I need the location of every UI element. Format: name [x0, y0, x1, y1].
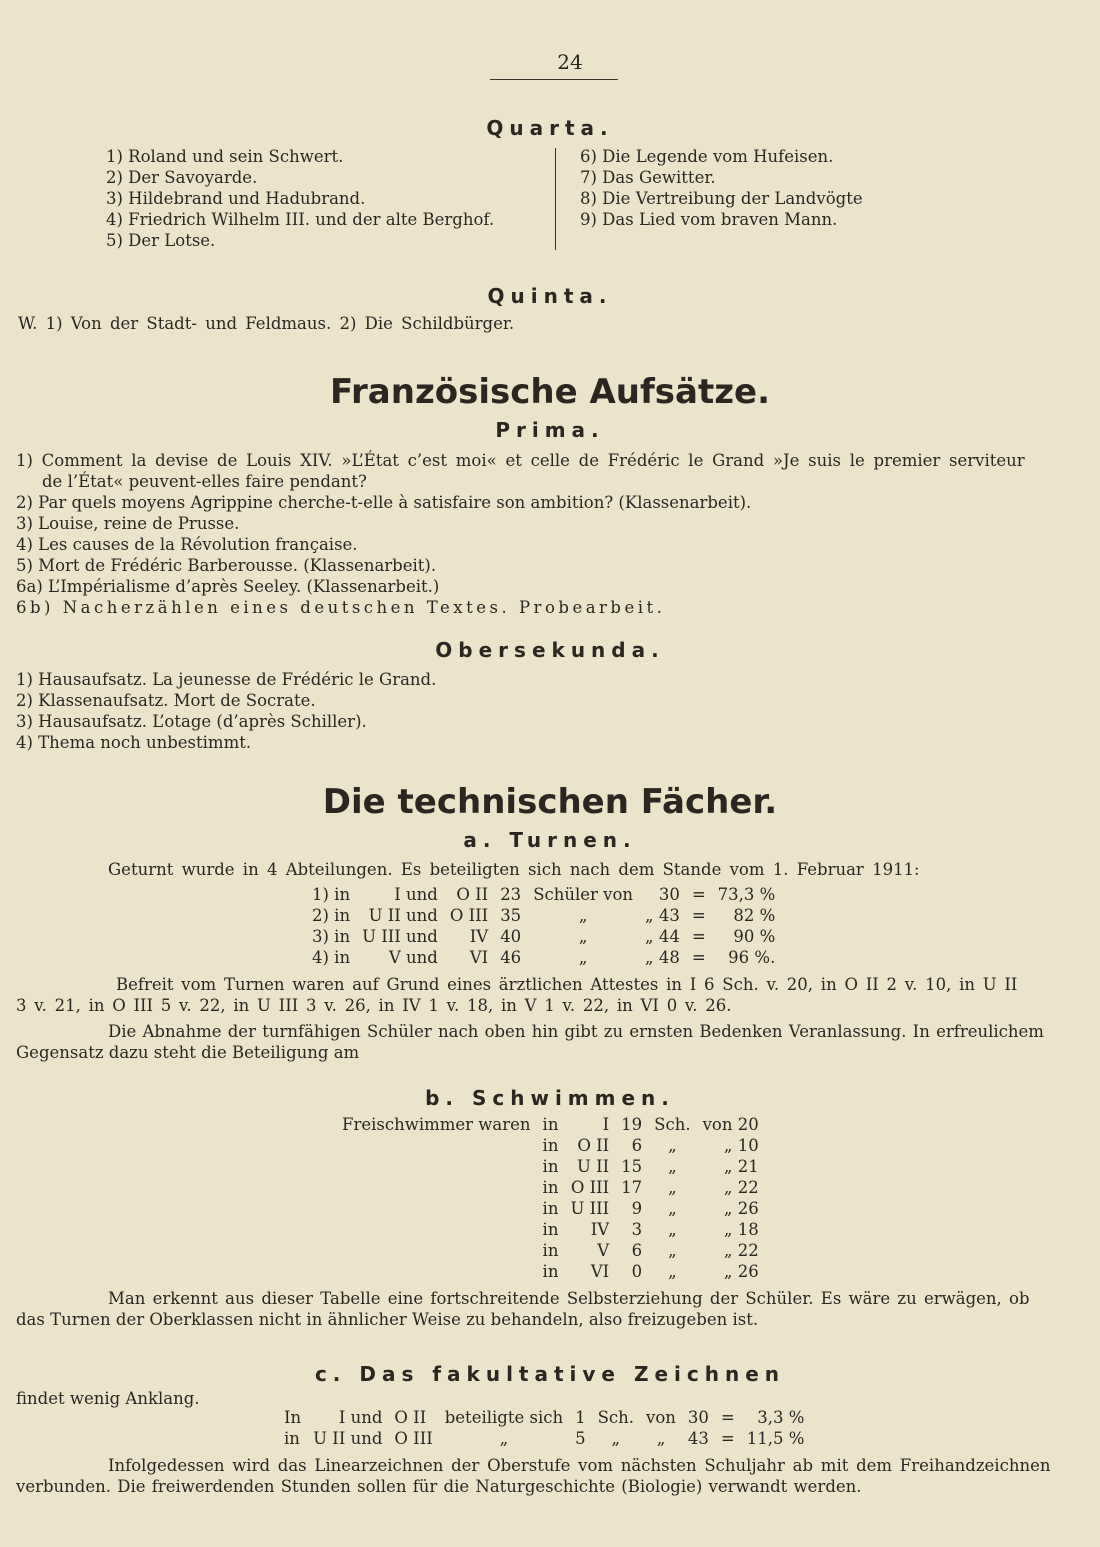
table-cell: „ 22 [723, 1178, 759, 1197]
table-cell: Freischwimmer waren [342, 1115, 531, 1134]
table-cell: „ [668, 1136, 677, 1155]
table-cell: Schüler von [533, 885, 634, 904]
table-cell: 6 [631, 1241, 643, 1260]
table-cell: 35 [500, 906, 522, 925]
table-cell: = [720, 1429, 735, 1448]
table-cell: 90 % [733, 927, 776, 946]
table-cell: „ [578, 906, 588, 925]
table-cell: U III [570, 1199, 610, 1218]
table-cell: O II [577, 1136, 610, 1155]
table-cell: „ 21 [723, 1157, 759, 1176]
table-cell [336, 1219, 537, 1240]
table-cell: In [284, 1408, 302, 1427]
page-number-rule [490, 79, 618, 80]
table-cell: 46 [500, 948, 522, 967]
table-cell: 82 % [733, 906, 776, 925]
table-cell: in [542, 1136, 559, 1155]
prima-item: 3) Louise, reine de Prusse. [16, 514, 240, 533]
table-cell: IV [590, 1220, 610, 1239]
table-cell: „ 43 [645, 906, 680, 925]
quarta-item: 9) Das Lied vom braven Mann. [580, 210, 838, 229]
table-cell: 1) in [312, 885, 351, 904]
table-cell: 5 [575, 1429, 586, 1448]
obersekunda-heading: Obersekunda. [435, 638, 665, 662]
table-cell: 19 [621, 1115, 643, 1134]
table-cell: 11,5 % [746, 1429, 805, 1448]
table-cell: „ [499, 1429, 509, 1448]
table-row [306, 947, 781, 968]
table-cell: in [542, 1157, 559, 1176]
table-cell: „ [668, 1241, 677, 1260]
table-cell: 1 [575, 1408, 586, 1427]
table-row [336, 1261, 765, 1282]
table-cell: „ 26 [723, 1199, 759, 1218]
quarta-item: 1) Roland und sein Schwert. [106, 147, 344, 166]
quinta-heading: Quinta. [487, 284, 613, 308]
table-cell: = [691, 885, 706, 904]
table-cell: = [691, 948, 706, 967]
table-cell: 3) in [312, 927, 351, 946]
table-cell: = [691, 906, 706, 925]
quarta-item: 8) Die Vertreibung der Landvögte [580, 189, 863, 208]
table-cell: V [597, 1241, 610, 1260]
zeichnen-text: Infolgedessen wird das Linearzeichnen der Oberstufe vom nächsten Schuljahr ab mit dem Freihandzeichnen [108, 1456, 1051, 1475]
befreit-text: Befreit vom Turnen waren auf Grund eines ärztlichen Attestes in I 6 Sch. v. 20, in O II 2 v. 10, in U II [116, 975, 1018, 994]
table-cell: = [691, 927, 706, 946]
zeichnen-table [278, 1407, 810, 1449]
table-cell [336, 1240, 537, 1261]
table-cell: in [542, 1178, 559, 1197]
prima-heading: Prima. [495, 418, 605, 442]
zeichnen-intro: findet wenig Anklang. [16, 1389, 200, 1408]
table-cell: I [602, 1115, 610, 1134]
table-cell: von [646, 1408, 676, 1427]
table-cell: „ 18 [723, 1220, 759, 1239]
table-cell [336, 1135, 537, 1156]
quarta-item: 7) Das Gewitter. [580, 168, 716, 187]
table-cell: I und [394, 885, 438, 904]
table-cell: „ 22 [723, 1241, 759, 1260]
prima-item: 2) Par quels moyens Agrippine cherche-t-elle à satisfaire son ambition? (Klassenarbeit). [16, 493, 752, 512]
table-cell: 3 [631, 1220, 643, 1239]
prima-item: 1) Comment la devise de Louis XIV. »L’État c’est moi« et celle de Frédéric le Grand »Je suis le premier serviteur [16, 451, 1025, 470]
schwimmen-table [336, 1114, 765, 1282]
table-cell: von 20 [702, 1115, 759, 1134]
table-cell: „ [656, 1429, 666, 1448]
zeichnen-heading: c. Das fakultative Zeichnen [314, 1362, 786, 1386]
table-cell: = [720, 1408, 735, 1427]
table-cell: 23 [500, 885, 522, 904]
quarta-heading: Quarta. [486, 116, 614, 140]
quarta-item: 3) Hildebrand und Hadubrand. [106, 189, 366, 208]
turnen-heading: a. Turnen. [463, 828, 637, 852]
schwimmen-text: Man erkennt aus dieser Tabelle eine fortschreitende Selbsterziehung der Schüler. Es wäre zu erwägen, ob [108, 1289, 1030, 1308]
table-cell: in [542, 1241, 559, 1260]
table-cell: 2) in [312, 906, 351, 925]
table-row [336, 1135, 765, 1156]
quarta-item: 6) Die Legende vom Hufeisen. [580, 147, 834, 166]
prima-item: 6a) L’Impérialisme d’après Seeley. (Klassenarbeit.) [16, 577, 440, 596]
turnen-intro: Geturnt wurde in 4 Abteilungen. Es beteiligten sich nach dem Stande vom 1. Februar 1911: [108, 860, 920, 879]
table-row [336, 1177, 765, 1198]
table-cell: 43 [687, 1429, 709, 1448]
table-cell [336, 1198, 537, 1219]
obersekunda-item: 3) Hausaufsatz. L’otage (d’après Schiller). [16, 712, 367, 731]
obersekunda-item: 1) Hausaufsatz. La jeunesse de Frédéric le Grand. [16, 670, 437, 689]
table-cell: O II [456, 885, 489, 904]
quarta-item: 5) Der Lotse. [106, 231, 216, 250]
table-cell [336, 1156, 537, 1177]
quarta-item: 2) Der Savoyarde. [106, 168, 258, 187]
abnahme-text: Die Abnahme der turnfähigen Schüler nach oben hin gibt zu ernsten Bedenken Veranlassung. In erfreulichem [108, 1022, 1044, 1041]
table-cell: „ [668, 1157, 677, 1176]
table-cell: O II [394, 1408, 427, 1427]
table-cell: beteiligte sich [444, 1408, 564, 1427]
prima-item: de l’État« peuvent-elles faire pendant? [42, 472, 367, 491]
table-cell: in [284, 1429, 300, 1448]
table-cell: „ [668, 1220, 677, 1239]
table-cell: U II [576, 1157, 610, 1176]
obersekunda-item: 2) Klassenaufsatz. Mort de Socrate. [16, 691, 316, 710]
table-cell: IV [469, 927, 489, 946]
table-cell: „ 44 [645, 927, 680, 946]
table-cell: 9 [631, 1199, 643, 1218]
table-cell: „ 10 [723, 1136, 759, 1155]
table-row [278, 1428, 810, 1449]
table-cell: U III und [362, 927, 438, 946]
table-cell: „ 26 [723, 1262, 759, 1281]
table-cell: „ [611, 1429, 621, 1448]
table-row [306, 884, 781, 905]
table-cell: 0 [631, 1262, 643, 1281]
table-cell: 6 [631, 1136, 643, 1155]
table-cell: VI [469, 948, 489, 967]
table-row [336, 1156, 765, 1177]
befreit-text: 3 v. 21, in O III 5 v. 22, in U III 3 v. 26, in IV 1 v. 18, in V 1 v. 22, in VI 0 v. 26. [16, 996, 732, 1015]
table-cell: „ [668, 1199, 677, 1218]
table-cell: in [542, 1262, 559, 1281]
section-title-tech: Die technischen Fächer. [322, 782, 778, 822]
table-cell: Sch. [597, 1408, 635, 1427]
prima-item: 5) Mort de Frédéric Barberousse. (Klassenarbeit). [16, 556, 437, 575]
table-cell: U II und [313, 1429, 383, 1448]
table-cell: O III [449, 906, 489, 925]
table-cell: Sch. [654, 1115, 691, 1134]
table-row [278, 1407, 810, 1428]
table-cell: „ [668, 1262, 677, 1281]
table-row [336, 1198, 765, 1219]
quarta-item: 4) Friedrich Wilhelm III. und der alte Berghof. [106, 210, 495, 229]
prima-item: 6b) Nacherzählen eines deutschen Textes. Probearbeit. [16, 598, 666, 617]
table-cell: 30 [687, 1408, 709, 1427]
table-cell: in [542, 1199, 559, 1218]
table-cell: 73,3 % [717, 885, 776, 904]
table-row [306, 905, 781, 926]
table-cell: VI [590, 1262, 610, 1281]
table-cell [336, 1177, 537, 1198]
table-cell: I und [338, 1408, 383, 1427]
table-cell: in [542, 1115, 559, 1134]
prima-item: 4) Les causes de la Révolution française. [16, 535, 358, 554]
column-divider [555, 148, 556, 250]
turnen-table [306, 884, 781, 968]
table-row [336, 1240, 765, 1261]
table-cell: 15 [621, 1157, 643, 1176]
table-cell: „ [578, 948, 588, 967]
schwimmen-text: das Turnen der Oberklassen nicht in ähnlicher Weise zu behandeln, also freizugeben ist. [16, 1310, 759, 1329]
table-cell: U II und [368, 906, 438, 925]
table-cell: 40 [500, 927, 522, 946]
table-cell: „ 48 [645, 948, 680, 967]
section-title-franz: Französische Aufsätze. [329, 372, 770, 412]
table-cell: 4) in [312, 948, 351, 967]
obersekunda-item: 4) Thema noch unbestimmt. [16, 733, 252, 752]
table-row [336, 1219, 765, 1240]
table-cell: „ [668, 1178, 677, 1197]
table-cell: 3,3 % [757, 1408, 805, 1427]
table-cell: 96 %. [728, 948, 776, 967]
table-cell: 17 [621, 1178, 643, 1197]
table-cell: O III [570, 1178, 610, 1197]
zeichnen-text: verbunden. Die freiwerdenden Stunden sollen für die Naturgeschichte (Biologie) verwandt werden. [16, 1477, 862, 1496]
schwimmen-heading: b. Schwimmen. [425, 1086, 675, 1110]
table-cell [336, 1261, 537, 1282]
abnahme-text: Gegensatz dazu steht die Beteiligung am [16, 1043, 360, 1062]
page-number: 24 [557, 50, 583, 74]
table-cell: „ [578, 927, 588, 946]
table-row [306, 926, 781, 947]
table-cell: in [542, 1220, 559, 1239]
table-cell: 30 [658, 885, 680, 904]
table-cell: O III [394, 1429, 433, 1448]
table-cell: V und [388, 948, 438, 967]
table-row [336, 1114, 765, 1135]
quinta-line: W. 1) Von der Stadt- und Feldmaus. 2) Die Schildbürger. [18, 314, 515, 333]
